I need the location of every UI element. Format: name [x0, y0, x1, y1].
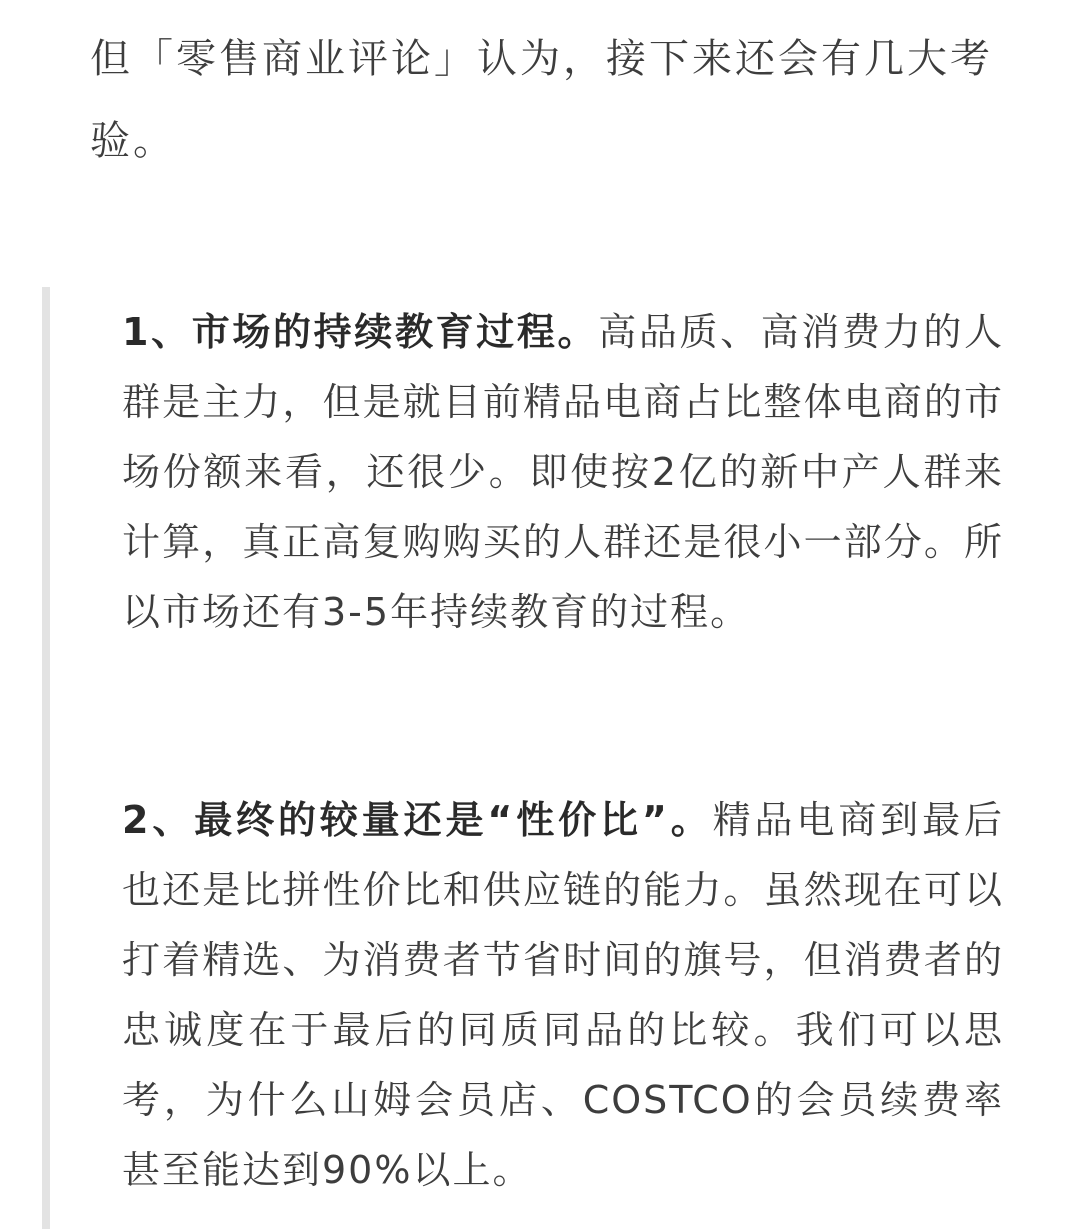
- point-1-paragraph: [122, 297, 1004, 647]
- point-2-paragraph: [122, 785, 1004, 1205]
- point-2-heading: 2、最终的较量还是“性价比”。: [122, 798, 713, 842]
- point-1-heading: 1、市场的持续教育过程。: [122, 310, 599, 354]
- blockquote: [42, 287, 1050, 1229]
- point-1-body: 高品质、高消费力的人群是主力，但是就目前精品电商占比整体电商的市场份额来看，还很少。即使按2亿的新中产人群来计算，真正高复购购买的人群还是很小一部分。所以市场还有3-5年持续教育的过程。: [122, 310, 1004, 634]
- intro-paragraph: 但「零售商业评论」认为，接下来还会有几大考验。: [90, 36, 993, 164]
- point-2-body: 精品电商到最后也还是比拼性价比和供应链的能力。虽然现在可以打着精选、为消费者节省时间的旗号，但消费者的忠诚度在于最后的同质同品的比较。我们可以思考，为什么山姆会员店、COSTCO的会员续费率甚至能达到90%以上。: [122, 798, 1004, 1192]
